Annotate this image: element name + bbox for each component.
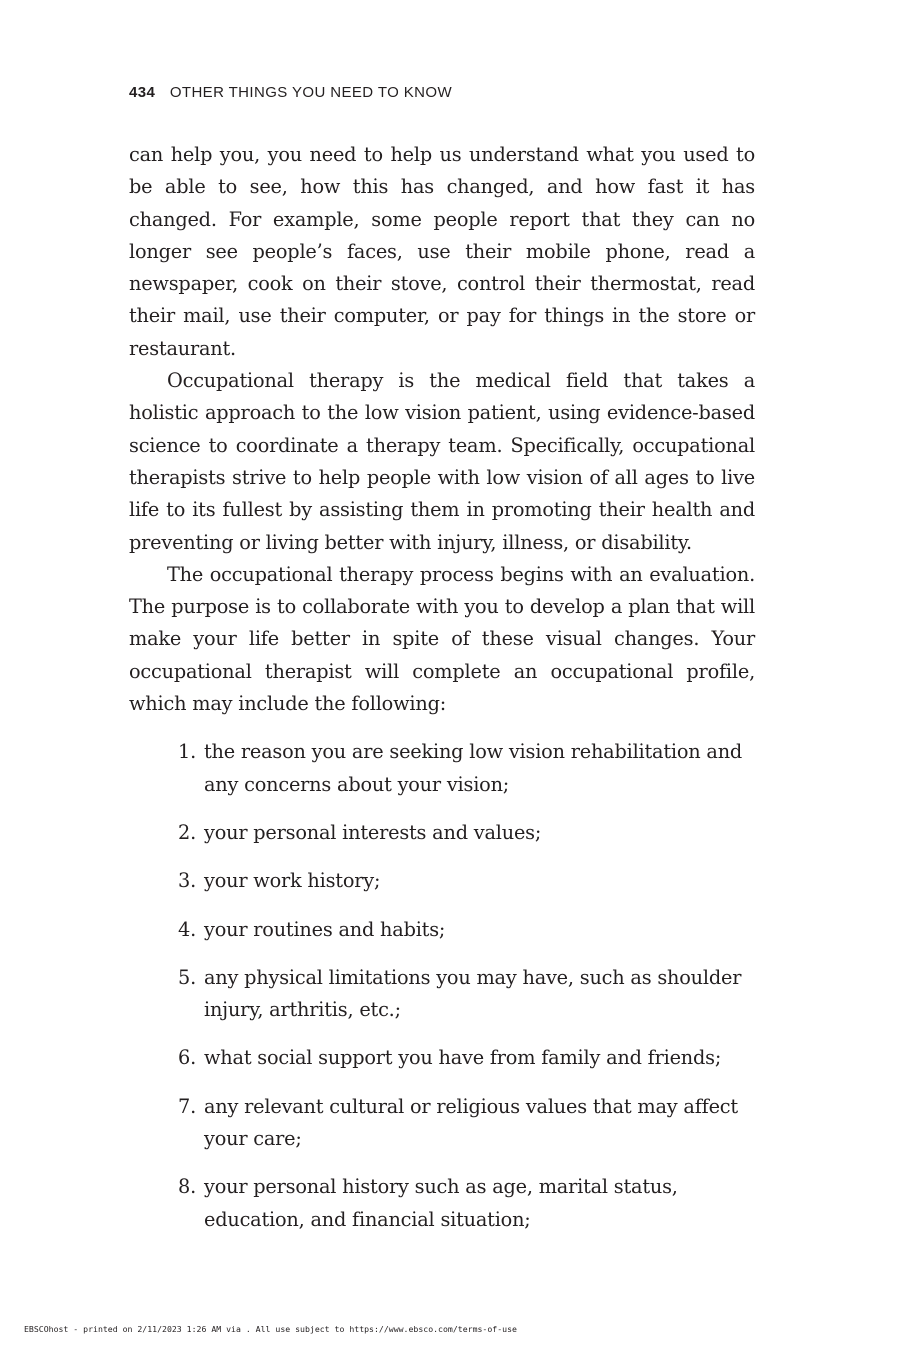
list-item bbox=[129, 962, 744, 1027]
list-item bbox=[129, 817, 744, 849]
list-item-text: your work history; bbox=[204, 869, 381, 893]
list-item bbox=[129, 1091, 744, 1156]
page-number: 434 bbox=[129, 84, 156, 101]
list-item-text: your routines and habits; bbox=[204, 917, 446, 941]
list-item bbox=[129, 1042, 744, 1074]
list-item bbox=[129, 1171, 744, 1236]
list-item-text: what social support you have from family and friends; bbox=[204, 1046, 722, 1070]
list-item bbox=[129, 736, 744, 801]
page-header bbox=[129, 84, 452, 101]
list-item-text: any physical limitations you may have, such as shoulder injury, arthritis, etc.; bbox=[204, 965, 742, 1022]
list-item-text: your personal interests and values; bbox=[204, 820, 542, 844]
occupational-profile-list bbox=[129, 736, 755, 1236]
list-item-number: 5. bbox=[178, 965, 196, 989]
paragraph-2: Occupational therapy is the medical field that takes a holistic approach to the low vision patient, using evidence-based science to coordinate a therapy team. Specifically, occupational therapists strive to help people with low vision of all ages to live life to its fullest by assisting them in promoting their health and preventing or living better with injury, illness, or disability. bbox=[129, 369, 755, 554]
list-item bbox=[129, 865, 744, 897]
list-item-text: any relevant cultural or religious values that may affect your care; bbox=[204, 1094, 738, 1151]
ebsco-footer: EBSCOhost - printed on 2/11/2023 1:26 AM via . All use subject to https://www.ebsco.com/terms-of-use bbox=[24, 1324, 517, 1334]
list-item bbox=[129, 914, 744, 946]
list-item-number: 6. bbox=[178, 1046, 196, 1070]
list-item-number: 1. bbox=[178, 740, 196, 764]
list-item-number: 8. bbox=[178, 1175, 196, 1199]
paragraph-3: The occupational therapy process begins with an evaluation. The purpose is to collaborate with you to develop a plan that will make your life better in spite of these visual changes. Your occupational therapist will complete an occupational profile, which may include the following: bbox=[129, 562, 755, 716]
paragraph-1: can help you, you need to help us understand what you used to be able to see, how this has changed, and how fast it has changed. For example, some people report that they can no longer see people’s faces, use their mobile phone, read a newspaper, cook on their stove, control their thermostat, read their mail, use their computer, or pay for things in the store or restaurant. bbox=[129, 143, 755, 360]
list-item-text: your personal history such as age, marital status, education, and financial situation; bbox=[204, 1175, 678, 1231]
body-text bbox=[129, 139, 755, 1252]
list-item-number: 3. bbox=[178, 869, 196, 893]
list-item-number: 7. bbox=[178, 1094, 196, 1118]
list-item-number: 4. bbox=[178, 917, 196, 941]
list-item-number: 2. bbox=[178, 820, 196, 844]
running-head: OTHER THINGS YOU NEED TO KNOW bbox=[169, 84, 453, 101]
list-item-text: the reason you are seeking low vision rehabilitation and any concerns about your vision; bbox=[204, 740, 743, 796]
